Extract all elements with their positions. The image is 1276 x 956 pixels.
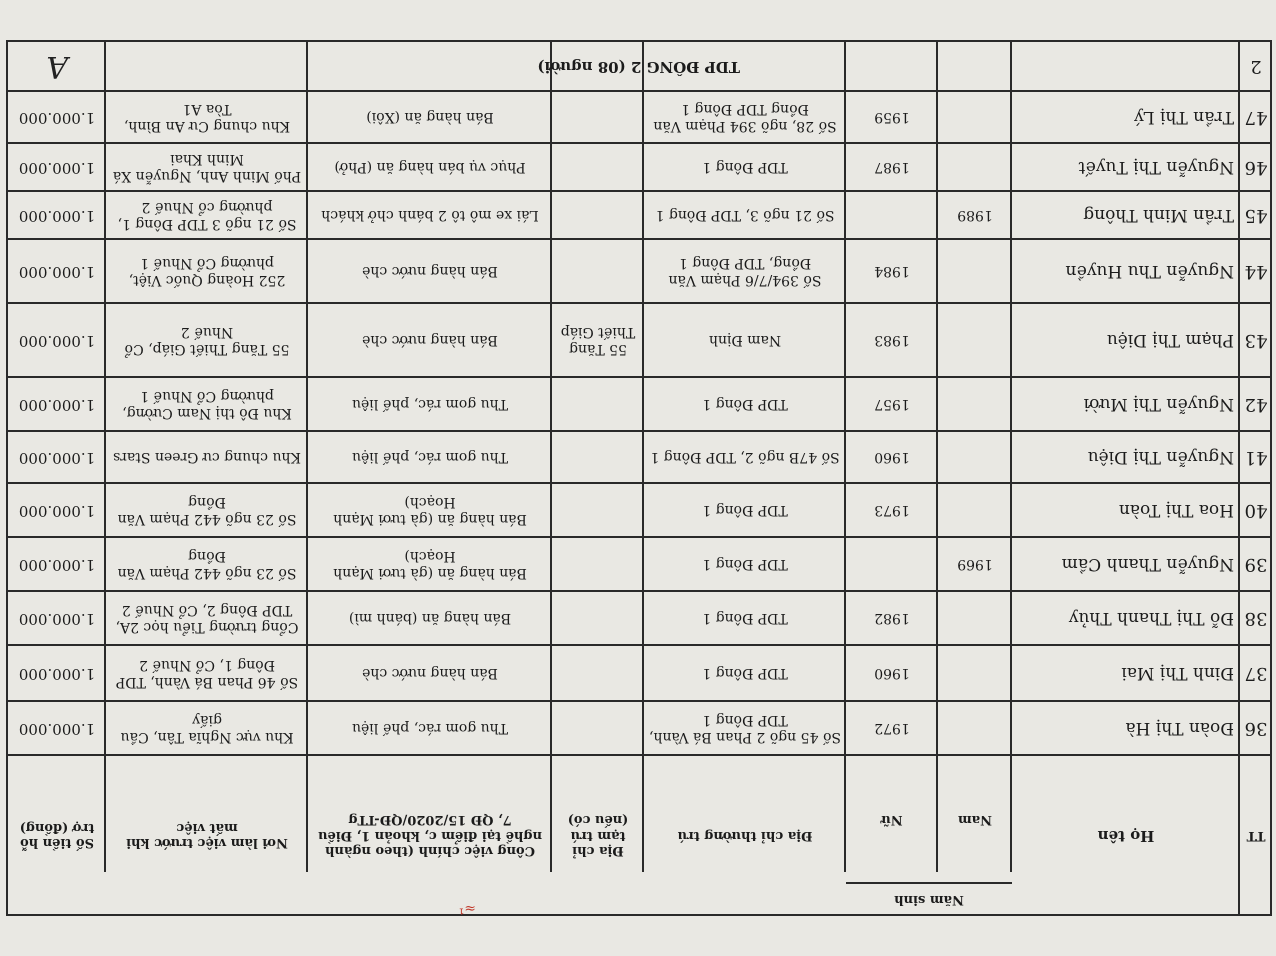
handwritten-initial: A <box>46 49 68 84</box>
row-birth-male <box>938 432 1012 482</box>
row-amount: 1.000.000 <box>18 719 96 738</box>
row-permanent-address: Số 394/7/6 Phạm Văn Đồng, TDP Đông 1 <box>668 255 822 288</box>
row-birth-male <box>938 92 1012 142</box>
row-birth-male <box>938 240 1012 302</box>
row-temporary-address <box>552 192 644 238</box>
row-permanent-address: Nam Định <box>708 332 782 349</box>
row-amount: 1.000.000 <box>18 609 96 628</box>
row-stt: 38 <box>1244 607 1268 629</box>
row-birth-female: 1982 <box>874 610 910 627</box>
row-permanent-address: TDP Đông 1 <box>702 556 788 573</box>
row-occupation: Lái xe mô tô 2 bánh chở khách <box>321 207 539 224</box>
row-birth-male <box>938 484 1012 536</box>
header-stt: TT <box>1246 827 1266 843</box>
row-stt: 42 <box>1244 393 1268 415</box>
row-birth-female: 1960 <box>874 449 910 466</box>
row-temporary-address <box>552 646 644 700</box>
row-birth-female: 1983 <box>874 332 910 349</box>
row-birth-male <box>938 646 1012 700</box>
row-birth-female <box>846 192 938 238</box>
row-stt: 40 <box>1244 499 1268 521</box>
row-workplace: Phố Minh Anh, Nguyễn Xá Minh Khai <box>112 151 302 184</box>
row-stt: 44 <box>1244 260 1268 282</box>
row-amount: 1.000.000 <box>18 664 96 683</box>
row-occupation: Thu gom rác, phế liệu <box>351 720 509 737</box>
row-birth-male <box>938 144 1012 190</box>
row-birth-male <box>938 592 1012 644</box>
row-name: Đỗ Thị Thanh Thủy <box>1068 608 1234 629</box>
row-stt: 37 <box>1244 662 1268 684</box>
row-workplace: Khu Đô thị Nam Cường, phường Cổ Nhuế 1 <box>122 388 292 421</box>
row-occupation: Thu gom rác, phế liệu <box>351 449 509 466</box>
row-name: Đoàn Thị Hà <box>1125 718 1234 739</box>
row-amount: 1.000.000 <box>18 158 96 177</box>
row-name: Nguyễn Thị Tuyết <box>1078 157 1234 178</box>
row-workplace: 252 Hoàng Quốc Việt, phường Cổ Nhuế 1 <box>128 255 286 288</box>
row-stt: 45 <box>1244 204 1268 226</box>
row-permanent-address: Số 21 ngõ 3, TDP Đông 1 <box>655 207 835 224</box>
row-stt: 43 <box>1244 329 1268 351</box>
row-birth-female: 1972 <box>874 720 910 737</box>
row-occupation: Bán hàng nước chè <box>362 263 498 280</box>
header-male: Nam <box>957 811 993 827</box>
header-workplace: Nơi làm việc trước khi mất việc <box>126 820 288 851</box>
row-name: Hoa Thị Toàn <box>1118 500 1234 521</box>
row-name: Nguyễn Thanh Cầm <box>1061 554 1234 575</box>
row-permanent-address: Số 47B ngõ 2, TDP Đông 1 <box>650 449 840 466</box>
header-permanent-address: Địa chỉ thường trú <box>677 827 813 843</box>
row-birth-male <box>938 378 1012 430</box>
row-temporary-address <box>552 538 644 590</box>
row-stt: 46 <box>1244 156 1268 178</box>
header-female: Nữ <box>881 811 903 827</box>
row-temporary-address <box>552 702 644 754</box>
table-border-top <box>6 914 1272 916</box>
row-workplace: Số 21 ngõ 3 TDP Đông 1, phường cổ Nhuế 2 <box>117 199 297 232</box>
row-name: Đinh Thị Mai <box>1121 663 1234 684</box>
row-name: Phạm Thị Diệu <box>1106 330 1234 351</box>
row-workplace: 55 Tăng Thiết Giáp, Cổ Nhuế 2 <box>124 324 290 357</box>
row-birth-female: 1957 <box>874 396 910 413</box>
row-birth-female: 1960 <box>874 665 910 682</box>
header-temporary-address: Địa chỉ tạm trú (nếu có) <box>567 812 629 858</box>
row-stt: 39 <box>1244 553 1268 575</box>
row-temporary-address <box>552 378 644 430</box>
row-permanent-address: TDP Đông 1 <box>702 610 788 627</box>
header-birth-year: Năm sinh <box>894 891 964 907</box>
row-permanent-address: TDP Đông 1 <box>702 159 788 176</box>
row-workplace: Số 46 Phan Bá Vành, TDP Đông 1, Cổ Nhuế 2 <box>115 657 299 690</box>
row-occupation: Bán hàng nước chè <box>362 332 498 349</box>
row-name: Nguyễn Thu Huyền <box>1065 261 1234 282</box>
row-workplace: Khu chung cư Green Stars <box>113 449 301 466</box>
row-permanent-address: TDP Đông 1 <box>702 396 788 413</box>
row-occupation: Bán hàng ăn (gà tươi Mạnh Hoạch) <box>333 494 527 527</box>
row-occupation: Bán hàng ăn (gà tươi Mạnh Hoạch) <box>333 548 527 581</box>
row-amount: 1.000.000 <box>18 448 96 467</box>
row-occupation: Bán hàng ăn (Xôi) <box>366 109 494 126</box>
header-name: Họ tên <box>1097 826 1155 845</box>
row-temporary-address <box>552 592 644 644</box>
row-birth-female: 1973 <box>874 502 910 519</box>
row-name: Trần Minh Thông <box>1083 205 1234 226</box>
row-birth-male <box>938 702 1012 754</box>
row-permanent-address: Số 45 ngõ 2 Phan Bá Vành, TDP Đông 1 <box>648 712 842 745</box>
row-name: Trần Thị Lý <box>1134 107 1234 128</box>
row-temporary-address <box>552 144 644 190</box>
header-occupation: Công việc chính (theo ngành nghề tại điểm c, khoản 1, Điều 7, QĐ 15/2020/QĐ-TTg <box>318 812 542 858</box>
row-stt: 36 <box>1244 717 1268 739</box>
group-stt: 2 <box>1250 55 1262 77</box>
row-permanent-address: TDP Đông 1 <box>702 665 788 682</box>
row-amount: 1.000.000 <box>18 395 96 414</box>
row-workplace: Khu chung Cư An Bình, Tòa A1 <box>123 101 291 134</box>
row-name: Nguyễn Thị Mười <box>1083 394 1234 415</box>
row-temporary-address <box>552 484 644 536</box>
row-birth-male: 1989 <box>957 207 993 224</box>
row-name: Nguyễn Thị Diệu <box>1087 447 1234 468</box>
row-amount: 1.000.000 <box>18 108 96 127</box>
row-workplace: Số 23 ngõ 442 Phạm Văn Đồng <box>117 494 297 527</box>
row-occupation: Bán hàng nước chè <box>362 665 498 682</box>
row-birth-female: 1987 <box>874 159 910 176</box>
row-workplace: Khu vực Nghĩa Tân, Cầu giấy <box>120 712 294 745</box>
row-occupation: Thu gom rác, phế liệu <box>351 396 509 413</box>
row-birth-male: 1969 <box>957 556 993 573</box>
row-permanent-address: TDP Đông 1 <box>702 502 788 519</box>
row-amount: 1.000.000 <box>18 262 96 281</box>
row-temporary-address: 55 Tăng Thiết Giáp <box>560 324 636 357</box>
row-birth-female <box>846 538 938 590</box>
row-occupation: Bán hàng ăn (bánh mì) <box>348 610 512 627</box>
row-amount: 1.000.000 <box>18 206 96 225</box>
row-amount: 1.000.000 <box>18 331 96 350</box>
row-birth-female: 1959 <box>874 109 910 126</box>
row-workplace: Số 23 ngõ 442 Phạm Văn Đồng <box>117 548 297 581</box>
row-stt: 47 <box>1244 106 1268 128</box>
row-amount: 1.000.000 <box>18 555 96 574</box>
row-stt: 41 <box>1244 446 1268 468</box>
row-temporary-address <box>552 432 644 482</box>
row-occupation: Phục vụ bán hàng ăn (Phở) <box>334 159 526 176</box>
row-temporary-address <box>552 92 644 142</box>
header-amount: Số tiền hỗ trợ (đồng) <box>19 820 95 851</box>
red-ink-mark: ≈¹ <box>458 900 476 916</box>
row-birth-male <box>938 304 1012 376</box>
row-amount: 1.000.000 <box>18 501 96 520</box>
group-title: TDP ĐÔNG 2 (08 người) <box>537 57 740 76</box>
row-temporary-address <box>552 240 644 302</box>
row-workplace: Cổng trường Tiểu học 2A, TDP Đông 2, Cổ Nhuế 2 <box>115 602 299 635</box>
row-permanent-address: Số 28, ngõ 394 Phạm Văn Đồng TDP Đông 1 <box>653 101 837 134</box>
row-birth-female: 1984 <box>874 263 910 280</box>
